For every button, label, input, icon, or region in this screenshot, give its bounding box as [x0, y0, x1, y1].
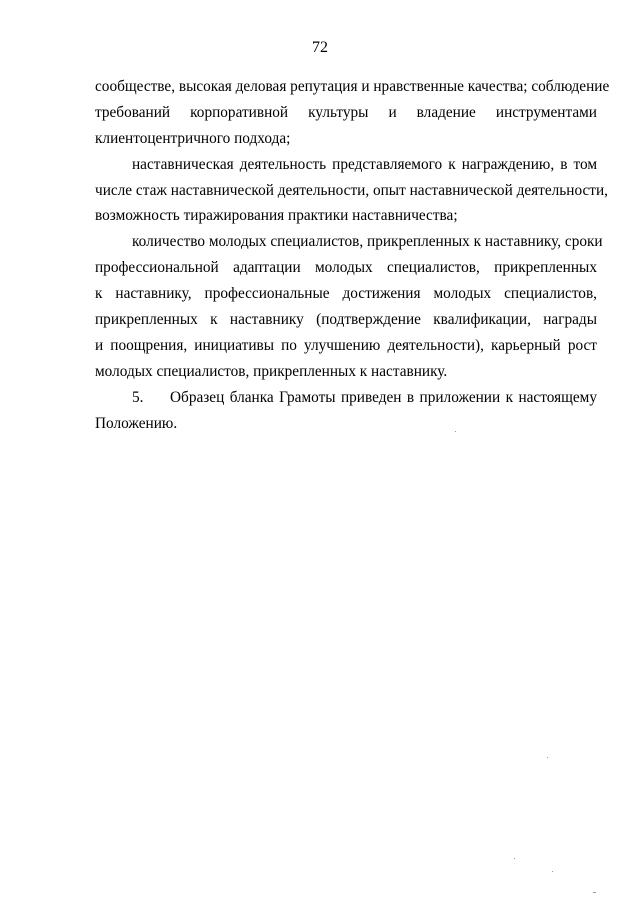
text-line: прикрепленных к наставнику (подтверждение квалификации, награды: [95, 311, 597, 329]
paragraph-item-5: [95, 385, 597, 437]
page-number: 72: [312, 39, 328, 56]
text-line: [95, 385, 597, 411]
text-line: к наставнику, профессиональные достижения молодых специалистов,: [95, 285, 597, 303]
text-line: возможность тиражирования практики наставничества;: [95, 207, 458, 225]
paragraph-reputation: [95, 74, 610, 152]
scan-speck: [514, 858, 515, 859]
scan-speck: [552, 871, 553, 872]
scan-speck: [547, 757, 548, 758]
text-line: клиентоцентричного подхода;: [95, 129, 291, 147]
text-line: Положению.: [95, 414, 178, 432]
text-line: количество молодых специалистов, прикрепленных к наставнику, сроки: [132, 233, 603, 251]
item-number: 5.: [132, 388, 144, 406]
scan-speck: [593, 892, 596, 893]
text-line: требований корпоративной культуры и владение инструментами: [95, 103, 597, 121]
paragraph-young-specialists: [95, 229, 603, 384]
document-body: [95, 74, 610, 436]
item-text: Образец бланка Грамоты приведен в приложении к настоящему: [170, 388, 597, 406]
text-line: профессиональной адаптации молодых специалистов, прикрепленных: [95, 259, 597, 277]
text-line: наставническая деятельность представляемого к награждению, в том: [132, 155, 597, 173]
text-line: молодых специалистов, прикрепленных к наставнику.: [95, 362, 448, 380]
scan-speck: [455, 431, 456, 432]
paragraph-mentoring-activity: [95, 152, 608, 230]
text-line: сообществе, высокая деловая репутация и нравственные качества; соблюдение: [95, 78, 610, 95]
text-line: и поощрения, инициативы по улучшению деятельности), карьерный рост: [95, 336, 597, 354]
text-line: числе стаж наставнической деятельности, опыт наставнической деятельности,: [95, 181, 608, 199]
